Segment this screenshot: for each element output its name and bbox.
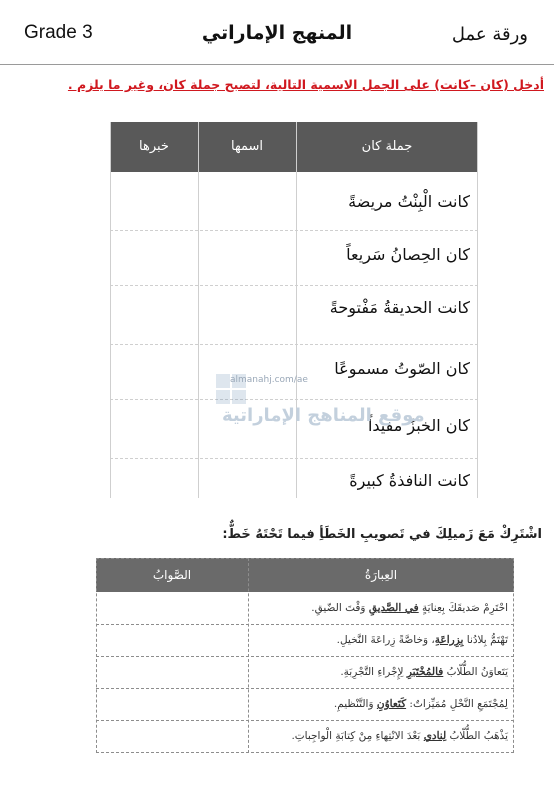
table-row — [110, 172, 478, 231]
sentence-cell: كان الحِصانُ سَريعاً — [346, 245, 470, 264]
phrase-text: ، وَخاصَّةً زِراعَةَ النَّخيلِ. — [336, 634, 435, 646]
table-row — [96, 657, 514, 689]
header-phrase: العِبارَةُ — [364, 568, 398, 582]
header-kana-sentence: جملة كان — [361, 139, 413, 154]
header-divider — [0, 64, 554, 65]
table-row — [110, 345, 478, 400]
page-header — [0, 0, 554, 64]
table-row — [110, 286, 478, 345]
sentence-cell: كانت الْبِنْتُ مريضةً — [348, 192, 470, 211]
table-header-row — [110, 122, 478, 172]
phrase-cell — [252, 730, 508, 742]
phrase-text: بَعْدَ الانْتِهاءِ مِنْ كِتابَةِ الْواجِباتِ. — [291, 730, 424, 742]
phrase-text: وَقْتَ الضّيقِ. — [311, 602, 369, 614]
phrase-text: تَهْتَمُّ بِلادُنا — [463, 634, 508, 646]
underlined-error: في الصَّديقِ — [368, 602, 419, 614]
phrase-cell — [252, 666, 508, 678]
phrase-text: لِإِجْراءِ التَّجْرِبَةِ. — [340, 666, 407, 678]
grade-label: Grade 3 — [24, 22, 93, 43]
header-correct: الصَّوابُ — [152, 568, 192, 582]
correction-table — [96, 558, 514, 753]
table-row — [96, 625, 514, 657]
header-predicate: خبرها — [139, 139, 169, 154]
phrase-text: لِمُجْتَمَعِ النَّحْلِ مُمَيِّزاتٌ: — [406, 698, 508, 710]
sentence-cell: كان الصّوتُ مسموعًا — [334, 359, 470, 378]
phrase-text: احْتَرِمْ صَديقَكَ بِعِنايَةٍ — [418, 602, 508, 614]
underlined-error: بِزِراعَةِ — [434, 634, 464, 646]
phrase-cell — [252, 698, 508, 710]
table-row — [96, 721, 514, 752]
header-subject: اسمها — [231, 139, 263, 154]
table-row — [110, 459, 478, 497]
phrase-cell — [252, 634, 508, 646]
kana-sentence-table — [110, 122, 478, 498]
sentence-cell: كانت النافذةُ كبيرةً — [349, 471, 470, 490]
worksheet-label: ورقة عمل — [451, 24, 528, 45]
sentence-cell: كان الخبزُ مفيداً — [367, 416, 470, 435]
exercise-instruction: أدخل (كان –كانت) على الجمل الاسمية التالية، لتصبح جملة كان، وغير ما يلزم . — [67, 77, 544, 92]
underlined-error: فالمُخْتَبَرِ — [406, 666, 444, 678]
curriculum-title: المنهج الإماراتي — [201, 22, 353, 44]
underlined-error: كَتَعاوُنِ — [376, 698, 407, 710]
table-row — [96, 592, 514, 625]
sentence-cell: كانت الحديقةُ مَفْتوحةً — [329, 298, 470, 317]
phrase-cell — [252, 602, 508, 614]
phrase-text: يَذْهَبُ الطُّلّابُ — [446, 730, 508, 742]
activity-title: اشْتَرِكْ مَعَ زَميلِكَ في تَصويبِ الخَطَأِ فيما تَحْتَهُ خَطٌّ: — [222, 527, 542, 542]
watermark-text: موقع المناهج الإماراتية — [222, 405, 425, 426]
table-row — [110, 231, 478, 286]
table-row — [96, 689, 514, 721]
watermark-url: almanahj.com/ae — [230, 375, 308, 385]
underlined-error: لِنادي — [423, 730, 447, 742]
phrase-text: يَتَعاوَنُ الطُّلّابُ — [443, 666, 508, 678]
phrase-text: وَالتَّنْظيمِ. — [333, 698, 377, 710]
